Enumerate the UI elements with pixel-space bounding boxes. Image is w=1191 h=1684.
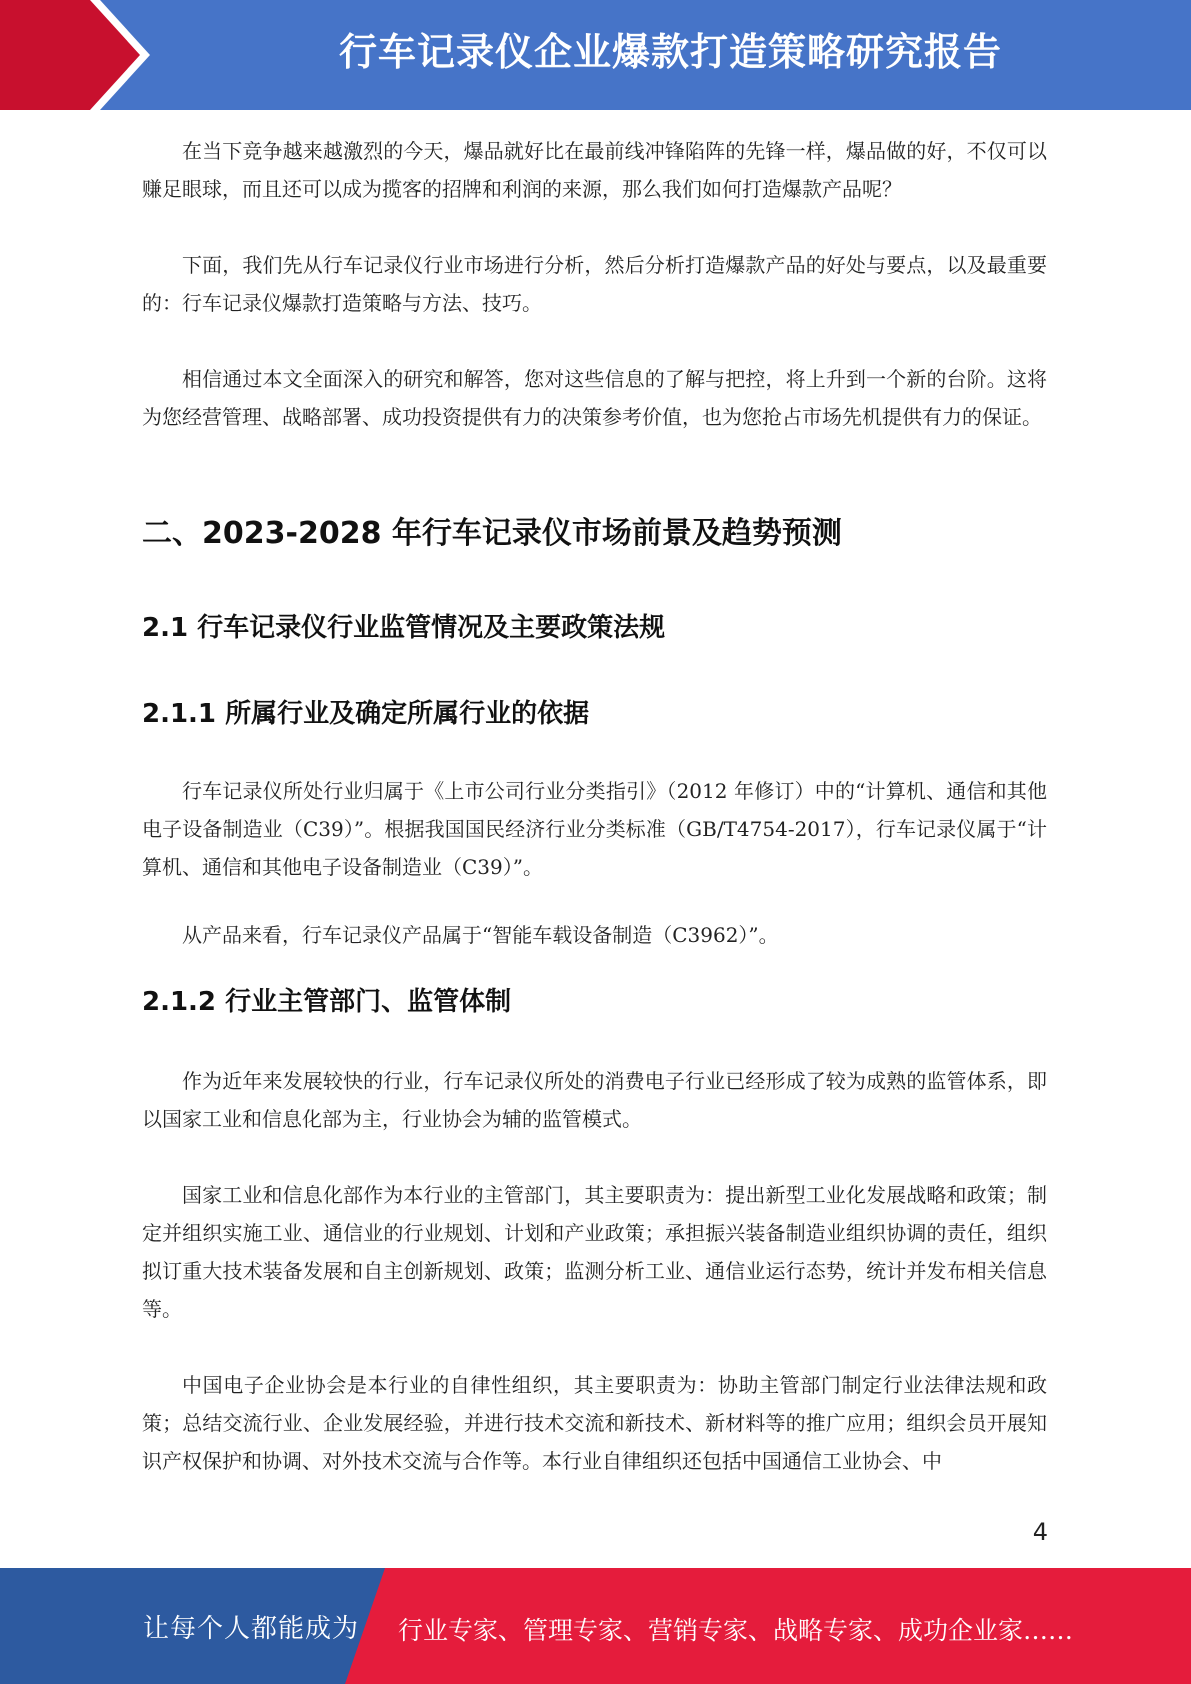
intro-paragraph-1: 在当下竞争越来越激烈的今天，爆品就好比在最前线冲锋陷阵的先锋一样，爆品做的好，不仅可以赚足眼球，而且还可以成为揽客的招牌和利润的来源，那么我们如何打造爆款产品呢？ (142, 139, 1047, 201)
section-2-1-2-heading: 2.1.2 行业主管部门、监管体制 (142, 987, 512, 1017)
header-red-chevron (0, 0, 140, 110)
intro-paragraph-2: 下面，我们先从行车记录仪行业市场进行分析，然后分析打造爆款产品的好处与要点，以及最重要的：行车记录仪爆款打造策略与方法、技巧。 (142, 253, 1047, 315)
page-number: 4 (1032, 1518, 1048, 1546)
footer-slogan-right: 行业专家、管理专家、营销专家、战略专家、成功企业家…… (398, 1616, 1074, 1645)
section-2-1-1-paragraph-1: 行车记录仪所处行业归属于《上市公司行业分类指引》（2012 年修订）中的“计算机、通信和其他电子设备制造业（C39）”。根据我国国民经济行业分类标准（GB/T4754-2017），行车记录仪属于“计算机、通信和其他电子设备制造业（C39）”。 (142, 779, 1047, 879)
section-2-1-heading: 2.1 行车记录仪行业监管情况及主要政策法规 (142, 613, 666, 643)
document-body (142, 132, 1047, 1480)
section-2-1-1-heading: 2.1.1 所属行业及确定所属行业的依据 (142, 699, 590, 729)
footer-slogan-left: 让每个人都能成为 (143, 1614, 360, 1644)
section-2-1-2-paragraph-3: 中国电子企业协会是本行业的自律性组织，其主要职责为：协助主管部门制定行业法律法规和政策；总结交流行业、企业发展经验，并进行技术交流和新技术、新材料等的推广应用；组织会员开展知识产权保护和协调、对外技术交流与合作等。本行业自律组织还包括中国通信工业协会、中 (142, 1373, 1047, 1473)
section-2-1-2-paragraph-2: 国家工业和信息化部作为本行业的主管部门，其主要职责为：提出新型工业化发展战略和政策；制定并组织实施工业、通信业的行业规划、计划和产业政策；承担振兴装备制造业组织协调的责任，组织拟订重大技术装备发展和自主创新规划、政策；监测分析工业、通信业运行态势，统计并发布相关信息等。 (142, 1183, 1047, 1321)
intro-paragraph-3: 相信通过本文全面深入的研究和解答，您对这些信息的了解与把控，将上升到一个新的台阶。这将为您经营管理、战略部署、成功投资提供有力的决策参考价值，也为您抢占市场先机提供有力的保证。 (142, 367, 1047, 429)
footer-banner (0, 1568, 1191, 1684)
header-banner (0, 0, 1191, 110)
section-2-heading: 二、2023-2028 年行车记录仪市场前景及趋势预测 (142, 516, 842, 551)
section-2-1-2-paragraph-1: 作为近年来发展较快的行业，行车记录仪所处的消费电子行业已经形成了较为成熟的监管体系，即以国家工业和信息化部为主，行业协会为辅的监管模式。 (142, 1069, 1047, 1131)
report-title: 行车记录仪企业爆款打造策略研究报告 (338, 30, 1002, 74)
section-2-1-1-paragraph-2: 从产品来看，行车记录仪产品属于“智能车载设备制造（C3962）”。 (182, 923, 779, 947)
